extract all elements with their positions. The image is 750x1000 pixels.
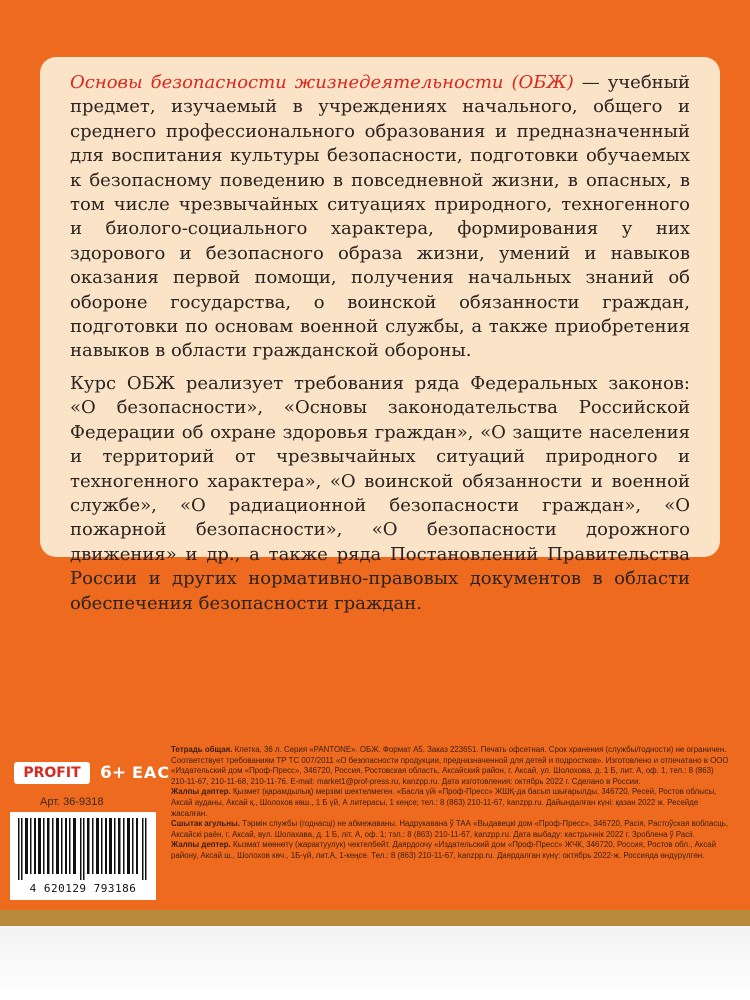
paragraph-definition	[70, 71, 690, 364]
legal-kz-text: Қызмет (қарамдылық) мерзімі шектелмеген. «Басла үйі «Проф-Пресс» ЖШҚ-да басып шығарылды, 346720, Ресей, Ростов облысы, Аксай ауданы, Аксай қ., Шолохов көш., 1 Б үй, А литерасы, 1 кеңсе; тел.: 8 (863) 210-11-67, kanzpp.ru. Дайындалған күні: қазан 2022 ж. Ресейде жасалған.	[171, 787, 717, 818]
description-panel	[40, 57, 720, 614]
page-background	[0, 926, 750, 1000]
legal-ru-text: Клетка, 36 л. Серия «PANTONE». ОБЖ. Формат А5. Заказ 223651. Печать офсетная. Срок хранения (службы/годности) не ограничен. Соответствует требованиям ТР ТС 007/2011 «О безопасности продукции, предназначенной для детей и подростков». Изготовлено и отпечатано в ООО «Издательский дом «Проф-Пресс», 346720, Россия, Ростовская область, Аксайский район, г. Аксай, ул. Шолохова, д. 1 Б, лит. А, оф. 1, тел.: 8 (863) 210-11-67, 210-11-68, 210-11-76. E-mail: market1@prof-press.ru, kanzpp.ru. Дата изготовления: октябрь 2022 г. Сделано в России.	[171, 745, 729, 786]
legal-kg-label: Жалпы дептер.	[171, 840, 231, 850]
eac-mark: EAC	[132, 763, 171, 782]
article-number: Арт. 36-9318	[40, 796, 104, 808]
legal-by	[171, 819, 731, 840]
legal-by-label: Сшытак агульны.	[171, 819, 240, 829]
definition-text: — учебный предмет, изучаемый в учреждениях начального, общего и среднего профессионального образования и предназначенный для воспитания культуры безопасности, подготовки обучаемых к безопасному поведению в повседневной жизни, в опасных, в том числе чрезвычайных ситуациях природного, техногенного и биолого-социального характера, формирования у них здорового и безопасного образа жизни, умений и навыков оказания первой помощи, получения начальных знаний об обороне государства, о воинской обязанности граждан, подготовки по основам военной службы, а также приобретения навыков в области гражданской обороны.	[70, 72, 690, 362]
barcode-bars	[16, 818, 150, 880]
legal-kz	[171, 787, 731, 819]
legal-info	[171, 745, 731, 862]
subject-term: Основы безопасности жизнедеятельности (ОБЖ)	[70, 72, 574, 93]
legal-kg	[171, 840, 731, 861]
brand-logo: PROFIT	[14, 762, 90, 784]
legal-kg-text: Кызмат мөөнөтү (жарактуулук) чектелбейт. Даярдоочу «Издательский дом «Проф-Пресс» ЖЧК, 346720, Россия, Ростов обл., Аксай району, Аксай ш., Шолохов көч., 1Б-үй, лит.А, 1-кеңсе. Тел.: 8 (863) 210-11-67, kanzpp.ru. Даярдалган күнү: октябрь 2022-ж. Россияда өндүрүлгөн.	[171, 840, 717, 860]
cover-edge	[0, 910, 750, 926]
legal-by-text: Тэрмін службы (годнасці) не абмежаваны. Надрукавана ў ТАА «Выдавецкі дом «Проф-Пресс», 346720, Расія, Растоўская вобласць, Аксайскі раён, г. Аксай, вул. Шолахава, д. 1 Б, літ. А, оф. 1; тэл.: 8 (863) 210-11-67, kanzpp.ru. Дата выбаду: кастрычнік 2022 г. Зроблена ў Расіі.	[171, 819, 729, 839]
legal-ru-label: Тетрадь общая.	[171, 745, 233, 754]
legal-kz-label: Жалпы дәптер.	[171, 787, 231, 797]
barcode-number: 4 620129 793186	[29, 882, 137, 895]
paragraph-laws: Курс ОБЖ реализует требования ряда Федеральных законов: «О безопасности», «Основы законодательства Российской Федерации об охране здоровья граждан», «О защите населения и территорий от чрезвычайных ситуаций природного и техногенного характера», «О воинской обязанности и военной службе», «О радиационной безопасности граждан», «О пожарной безопасности», «О безопасности дорожного движения» и др., а также ряда Постановлений Правительства России и других нормативно-правовых документов в области обеспечения безопасности граждан.	[70, 372, 690, 614]
logo-row	[14, 762, 171, 788]
legal-ru	[171, 745, 731, 787]
barcode	[10, 812, 156, 900]
age-rating: 6+	[100, 763, 127, 783]
